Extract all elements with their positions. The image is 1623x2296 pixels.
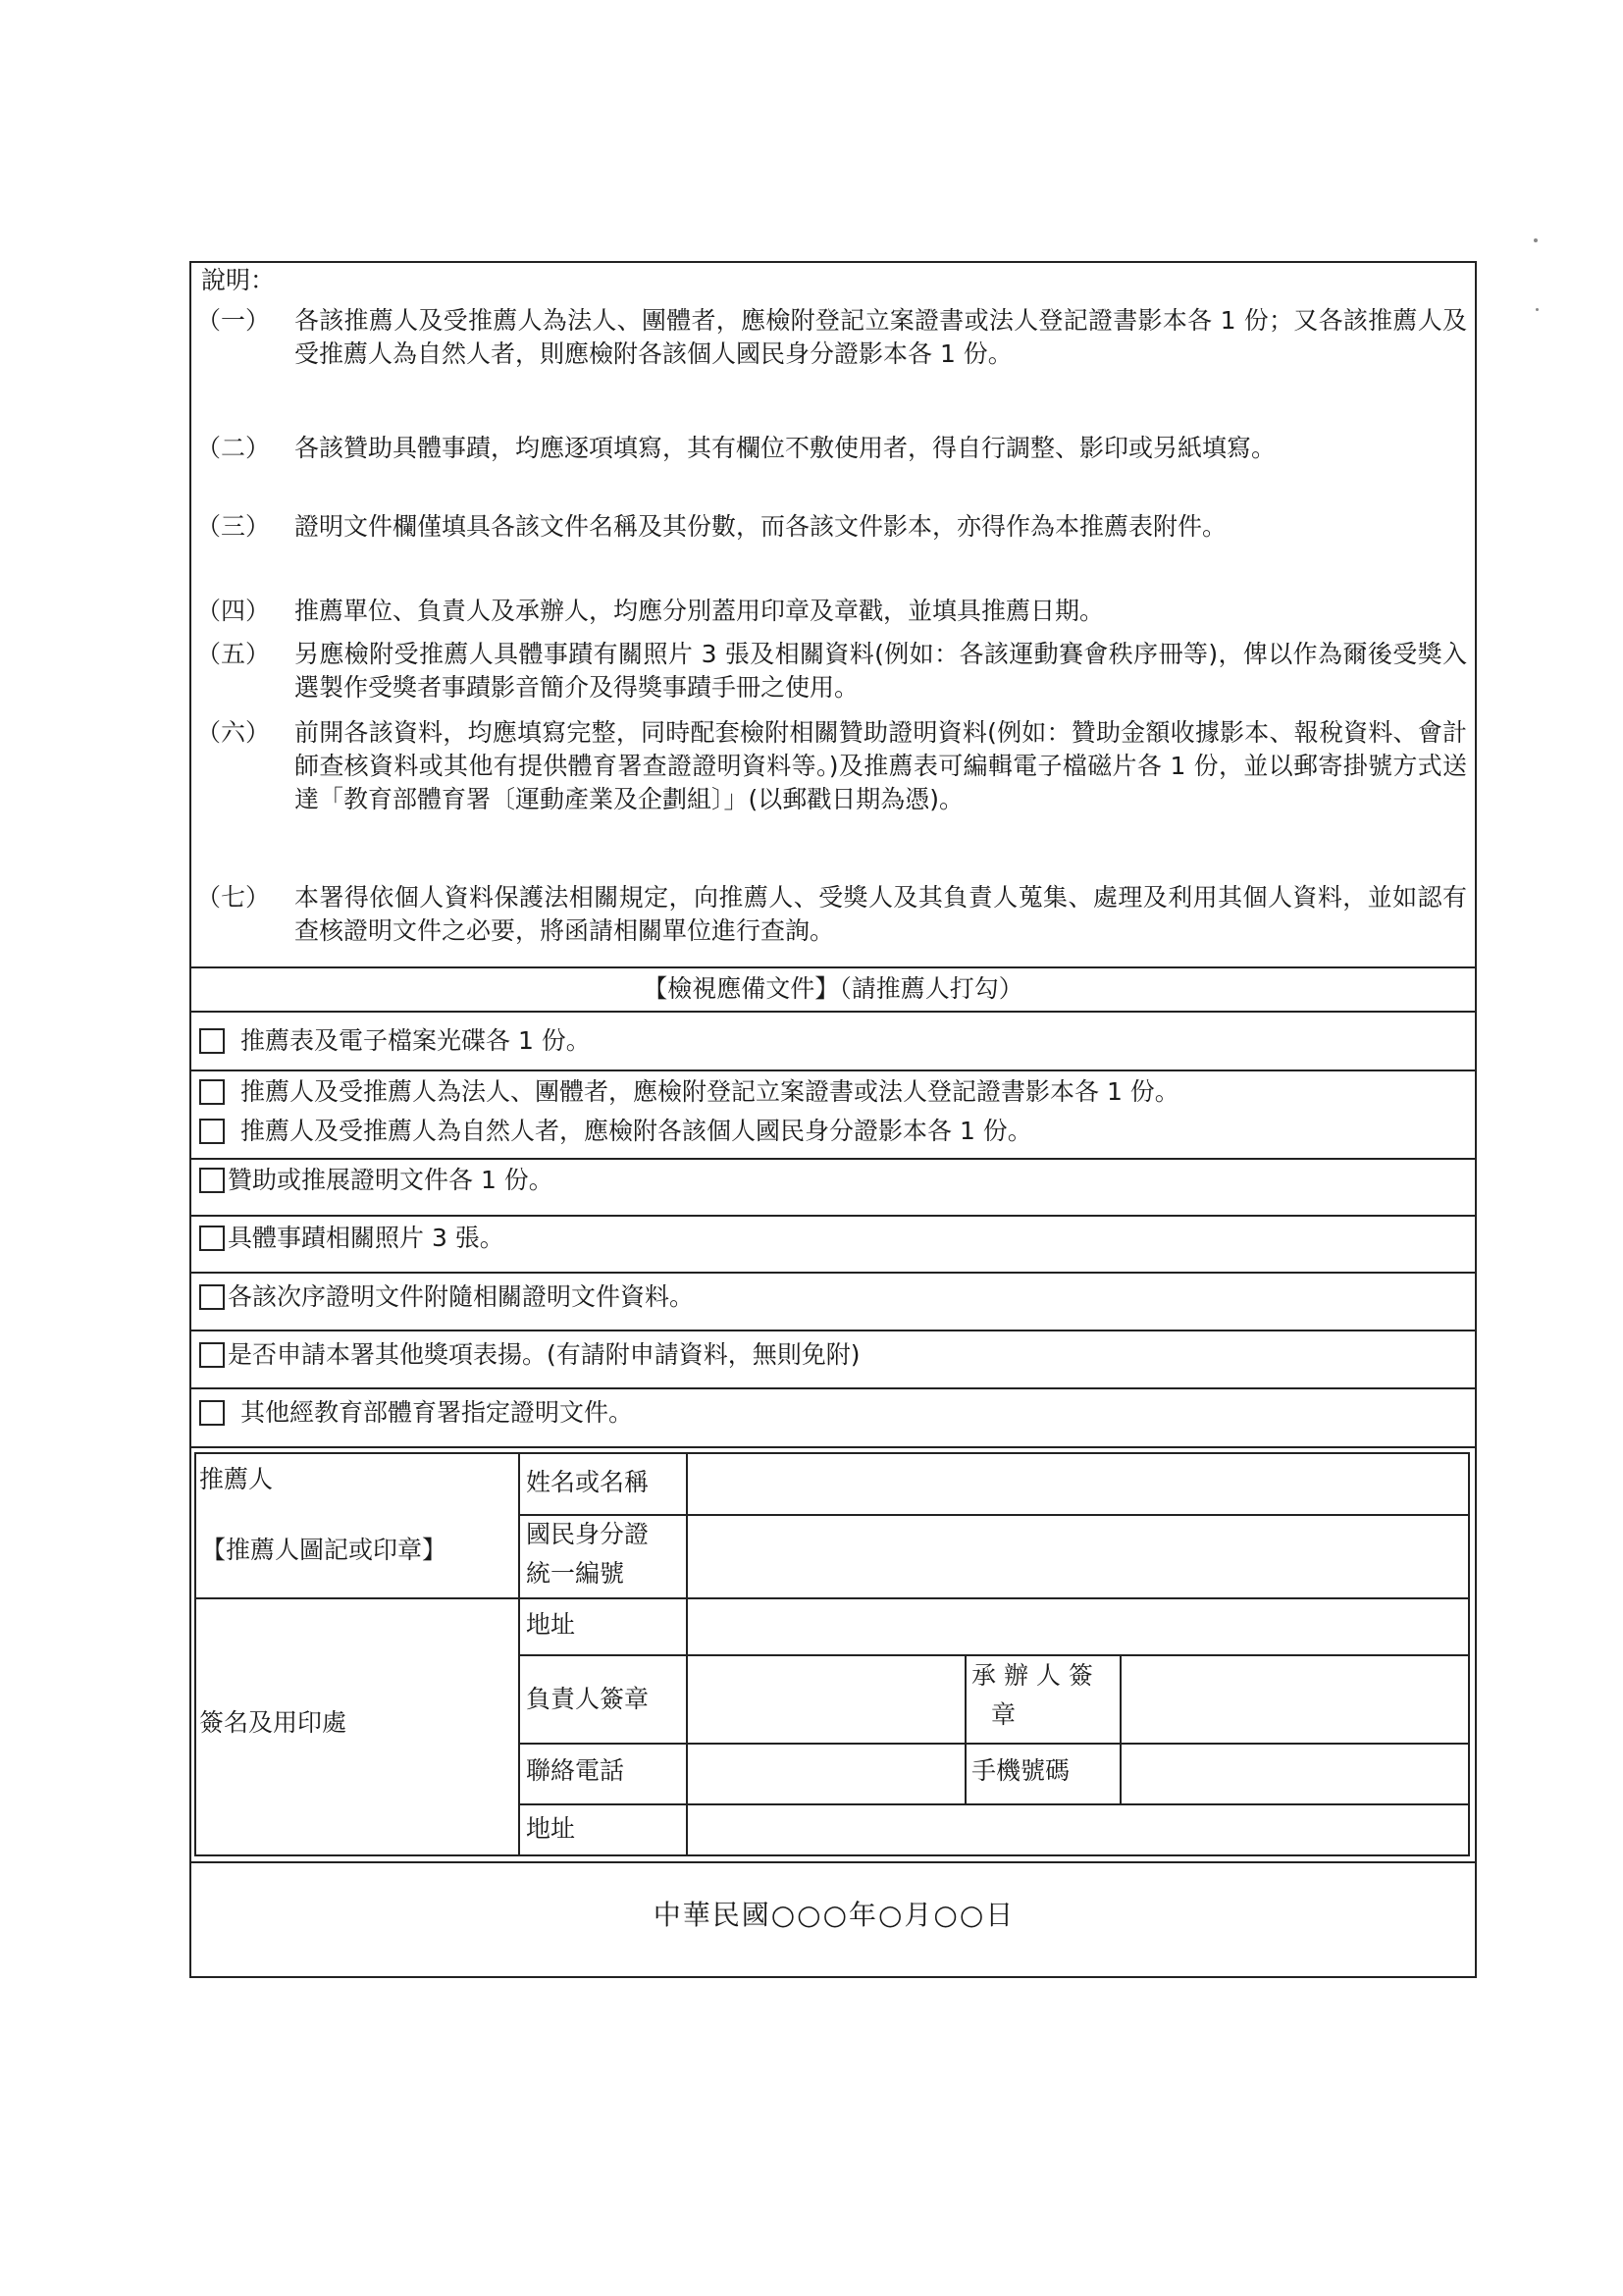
owner-sign-label: 負責人簽章	[526, 1685, 650, 1713]
note-text: 各該推薦人及受推薦人為法人、團體者，應檢附登記立案證書或法人登記證書影本各 1 份；又各該推薦人及受推薦人為自然人者，則應檢附各該個人國民身分證影本各 1 份。	[294, 306, 1467, 368]
table-row-divider	[520, 1803, 1470, 1805]
note-number: （一）	[196, 306, 271, 335]
checklist-title: 【檢視應備文件】（請推薦人打勾）	[643, 974, 1023, 1003]
handler-sign-field[interactable]	[1126, 1662, 1463, 1737]
checkbox[interactable]	[199, 1342, 225, 1368]
note-4	[196, 595, 1467, 628]
checkbox[interactable]	[199, 1400, 225, 1426]
note-text: 證明文件欄僅填具各該文件名稱及其份數，而各該文件影本，亦得作為本推薦表附件。	[294, 512, 1228, 541]
table-col-divider	[965, 1654, 967, 1803]
frame-right-border	[1475, 261, 1477, 1978]
note-number: （二）	[196, 434, 271, 462]
scan-speck	[1536, 308, 1539, 311]
recommender-seal-label: 【推薦人圖記或印章】	[201, 1536, 447, 1564]
row-divider	[189, 1158, 1477, 1160]
row-divider	[189, 1011, 1477, 1013]
checklist-item-label: 推薦表及電子檔案光碟各 1 份。	[240, 1026, 591, 1055]
table-row-divider	[520, 1654, 1470, 1656]
note-number: （五）	[196, 640, 271, 668]
address2-field[interactable]	[693, 1809, 1463, 1851]
note-number: （三）	[196, 512, 271, 541]
frame-bottom-border	[189, 1976, 1477, 1978]
table-top-border	[194, 1452, 1470, 1454]
mobile-label: 手機號碼	[971, 1756, 1071, 1785]
row-divider	[189, 1215, 1477, 1217]
note-number: （四）	[196, 597, 271, 625]
name-field[interactable]	[693, 1467, 1463, 1506]
address-label: 地址	[526, 1610, 576, 1639]
checklist-item-label: 其他經教育部體育署指定證明文件。	[240, 1398, 634, 1427]
handler-label-line1: 承 辦 人 簽	[971, 1661, 1093, 1690]
checklist-item-label: 是否申請本署其他獎項表揚。(有請附申請資料，無則免附)	[228, 1340, 861, 1369]
row-divider	[189, 966, 1477, 968]
note-5	[196, 638, 1467, 704]
row-divider	[189, 1330, 1477, 1331]
checkbox[interactable]	[199, 1079, 225, 1105]
name-label: 姓名或名稱	[526, 1468, 650, 1496]
handler-label-line2: 章	[991, 1700, 1017, 1729]
table-bottom-border	[194, 1854, 1470, 1856]
row-divider	[189, 1446, 1477, 1448]
checklist-item-label: 推薦人及受推薦人為法人、團體者，應檢附登記立案證書或法人登記證書影本各 1 份。	[240, 1077, 1179, 1106]
note-number: （七）	[196, 883, 271, 912]
signature-area-label: 簽名及用印處	[199, 1708, 347, 1737]
note-7	[196, 881, 1467, 948]
note-text: 各該贊助具體事蹟，均應逐項填寫，其有欄位不敷使用者，得自行調整、影印或另紙填寫。	[294, 434, 1277, 462]
id-label-line2: 統一編號	[526, 1559, 625, 1588]
note-number: （六）	[196, 718, 271, 747]
table-row-divider	[520, 1743, 1470, 1745]
checklist-item-label: 各該次序證明文件附隨相關證明文件資料。	[228, 1282, 695, 1311]
owner-sign-field[interactable]	[693, 1662, 960, 1737]
recommender-label: 推薦人	[199, 1465, 274, 1493]
checkbox[interactable]	[199, 1119, 225, 1144]
date-line: 中華民國○○○年○月○○日	[653, 1899, 1016, 1931]
checklist-item-label: 推薦人及受推薦人為自然人者，應檢附各該個人國民身分證影本各 1 份。	[240, 1117, 1032, 1145]
row-divider	[189, 1272, 1477, 1274]
checklist-item-label: 贊助或推展證明文件各 1 份。	[228, 1166, 553, 1194]
note-text: 本署得依個人資料保護法相關規定，向推薦人、受獎人及其負責人蒐集、處理及利用其個人資料，並如認有查核證明文件之必要，將函請相關單位進行查詢。	[294, 883, 1467, 945]
checkbox[interactable]	[199, 1226, 225, 1251]
mobile-field[interactable]	[1126, 1750, 1463, 1798]
row-divider	[189, 1861, 1477, 1863]
id-label-line1: 國民身分證	[526, 1520, 650, 1548]
phone-label: 聯絡電話	[526, 1756, 625, 1785]
address2-label: 地址	[526, 1814, 576, 1843]
row-divider	[189, 1387, 1477, 1389]
checklist-item-label: 具體事蹟相關照片 3 張。	[228, 1224, 504, 1252]
note-3	[196, 510, 1467, 544]
checkbox[interactable]	[199, 1168, 225, 1193]
note-text: 推薦單位、負責人及承辦人，均應分別蓋用印章及章戳，並填具推薦日期。	[294, 597, 1105, 625]
table-row-divider	[520, 1514, 1470, 1516]
note-text: 前開各該資料，均應填寫完整，同時配套檢附相關贊助證明資料(例如：贊助金額收據影本、報稅資料、會計師查核資料或其他有提供體育署查證證明資料等。)及推薦表可編輯電子檔磁片各 1 份，並以郵寄掛號方式送達「教育部體育署〔運動產業及企劃組〕」(以郵戳日期為憑)。	[294, 718, 1467, 813]
note-1	[196, 304, 1467, 371]
scan-speck	[1534, 238, 1538, 242]
frame-top-border	[189, 261, 1477, 263]
table-col-divider	[1120, 1654, 1122, 1803]
id-field[interactable]	[693, 1521, 1463, 1590]
checkbox[interactable]	[199, 1028, 225, 1054]
table-left-border	[194, 1452, 196, 1856]
note-6	[196, 716, 1467, 816]
row-divider	[189, 1070, 1477, 1071]
address-field[interactable]	[693, 1605, 1463, 1648]
phone-field[interactable]	[693, 1750, 960, 1798]
frame-left-border	[189, 261, 191, 1978]
checkbox[interactable]	[199, 1284, 225, 1310]
table-row-divider	[194, 1597, 1470, 1599]
note-text: 另應檢附受推薦人具體事蹟有關照片 3 張及相關資料(例如：各該運動賽會秩序冊等)，俾以作為爾後受獎入選製作受獎者事蹟影音簡介及得獎事蹟手冊之使用。	[294, 640, 1467, 702]
note-2	[196, 432, 1467, 465]
explanation-heading: 說明：	[201, 266, 276, 294]
